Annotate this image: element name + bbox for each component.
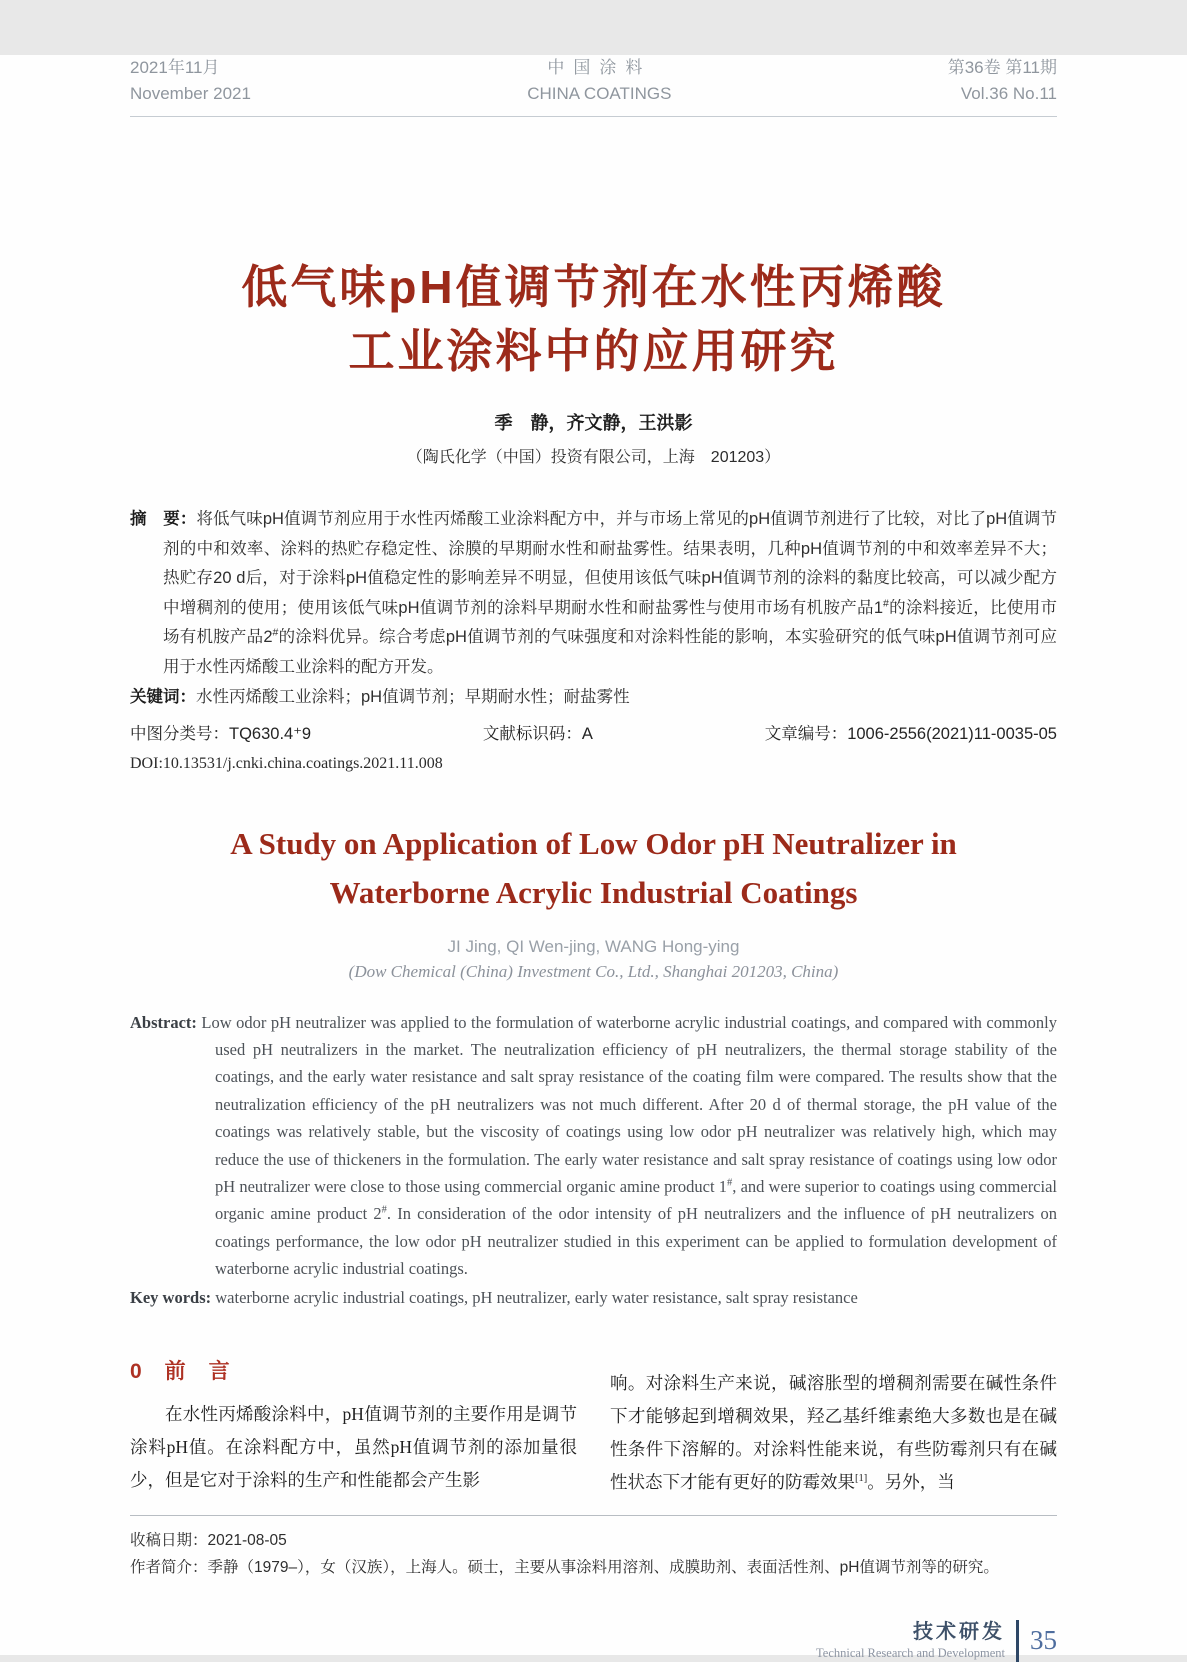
header-issue	[948, 55, 1057, 107]
abstract-cn-sup1: #	[883, 597, 889, 609]
intro-column-right	[610, 1355, 1057, 1499]
section-0-heading: 0 前 言	[130, 1359, 231, 1383]
affiliation-cn: （陶氏化学（中国）投资有限公司，上海 201203）	[406, 449, 781, 466]
footer-section-en: Technical Research and Development	[816, 1645, 1005, 1660]
keywords-en-label: Key words:	[130, 1287, 212, 1307]
article-title-en-line2: Waterborne Acrylic Industrial Coatings	[329, 874, 858, 910]
abstract-en	[130, 1009, 1057, 1283]
page-content	[0, 55, 1187, 1662]
intro-right-citation: [1]	[855, 1473, 868, 1485]
abstract-en-label: Abstract:	[130, 1012, 197, 1032]
intro-right-seg1: 响。对涂料生产来说，碱溶胀型的增稠剂需要在碱性条件下才能够起到增稠效果，羟乙基纤维素绝大多数也是在碱性条件下溶解的。对涂料性能来说，有些防霉剂只有在碱性状态下才能有更好的防霉效果	[610, 1372, 1057, 1492]
keywords-cn	[130, 683, 1057, 713]
journal-page	[0, 55, 1187, 1660]
authors-cn: 季 静，齐文静，王洪影	[494, 413, 693, 433]
footer-brand	[130, 1620, 1057, 1662]
article-title-en	[130, 819, 1057, 917]
article-title-cn	[130, 255, 1057, 383]
article-id: 文章编号：1006-2556(2021)11-0035-05	[764, 724, 1057, 743]
keywords-en	[130, 1284, 1057, 1311]
article-title-cn-line1: 低气味pH值调节剂在水性丙烯酸	[241, 261, 946, 313]
abstract-en-seg2: , and were superior to coatings using commercial organic amine product 2	[215, 1176, 1058, 1224]
journal-name-en: CHINA COATINGS	[527, 84, 672, 103]
abstract-en-sup2: #	[381, 1204, 387, 1216]
doi: DOI:10.13531/j.cnki.china.coatings.2021.11.008	[130, 754, 443, 772]
header-journal-name	[527, 55, 671, 107]
intro-column-left	[130, 1355, 577, 1499]
abstract-cn-label: 摘 要：	[130, 510, 197, 528]
intro-columns	[130, 1355, 1057, 1499]
page-number: 35	[1030, 1625, 1057, 1656]
footer-section-label	[816, 1620, 1019, 1662]
keywords-cn-text: 水性丙烯酸工业涂料；pH值调节剂；早期耐水性；耐盐雾性	[196, 688, 630, 706]
received-date: 收稿日期：2021-08-05	[130, 1531, 287, 1549]
footnote	[130, 1515, 1057, 1582]
header-date-en: November 2021	[130, 84, 251, 103]
abstract-cn-seg3: 的涂料优异。综合考虑pH值调节剂的气味强度和对涂料性能的影响，本实验研究的低气味pH值调节剂可应用于水性丙烯酸工业涂料的配方开发。	[163, 628, 1057, 676]
affiliation-en: (Dow Chemical (China) Investment Co., Ltd., Shanghai 201203, China)	[348, 961, 839, 981]
intro-paragraph-left: 在水性丙烯酸涂料中，pH值调节剂的主要作用是调节涂料pH值。在涂料配方中，虽然pH值调节剂的添加量很少，但是它对于涂料的生产和性能都会产生影	[130, 1403, 577, 1490]
footer-section-cn: 技术研发	[913, 1620, 1005, 1643]
document-code: 文献标识码：A	[482, 724, 593, 743]
clc-number: 中图分类号：TQ630.4⁺9	[130, 724, 312, 743]
intro-paragraph-right	[610, 1367, 1057, 1499]
article-title-en-line1: A Study on Application of Low Odor pH Neutralizer in	[230, 825, 957, 861]
abstract-cn-seg2: 的涂料接近，比使用市场有机胺产品2	[163, 598, 1057, 646]
abstract-cn-seg1: 将低气味pH值调节剂应用于水性丙烯酸工业涂料配方中，并与市场上常见的pH值调节剂进行了比较，对比了pH值调节剂的中和效率、涂料的热贮存稳定性、涂膜的早期耐水性和耐盐雾性。结果表明，几种pH值调节剂的中和效率差异不大；热贮存20 d后，对于涂料pH值稳定性的影响差异不明显，但使用该低气味pH值调节剂的涂料的黏度比较高，可以减少配方中增稠剂的使用；使用该低气味pH值调节剂的涂料早期耐水性和耐盐雾性与使用市场有机胺产品1	[163, 510, 1058, 617]
abstract-en-seg3: . In consideration of the odor intensity of pH neutralizers and the influence of pH neutralizers on coatings performance, the low odor pH neutralizer studied in this experiment can be applied to formulation development of waterborne acrylic industrial coatings.	[215, 1204, 1057, 1279]
intro-right-seg2: 。另外，当	[867, 1471, 955, 1492]
authors-en: JI Jing, QI Wen-jing, WANG Hong-ying	[447, 936, 740, 956]
journal-name-cn: 中国涂料	[547, 58, 652, 77]
header-issue-en: Vol.36 No.11	[960, 84, 1057, 103]
keywords-en-text: waterborne acrylic industrial coatings, pH neutralizer, early water resistance, salt spray resistance	[211, 1287, 858, 1307]
abstract-cn-sup2: #	[272, 626, 279, 639]
header-date	[130, 55, 251, 107]
journal-header	[130, 55, 1057, 117]
article-title-cn-line2: 工业涂料中的应用研究	[348, 325, 839, 377]
abstract-en-sup1: #	[727, 1177, 733, 1189]
header-date-cn: 2021年11月	[130, 58, 220, 77]
header-issue-cn: 第36卷 第11期	[947, 58, 1057, 77]
author-bio: 作者简介：季静（1979–），女（汉族），上海人。硕士，主要从事涂料用溶剂、成膜助剂、表面活性剂、pH值调节剂等的研究。	[130, 1559, 999, 1577]
abstract-en-seg1: Low odor pH neutralizer was applied to the formulation of waterborne acrylic industrial coatings, and compared with commonly used pH neutralizers in the market. The neutralization efficiency of pH neutralizers, the thermal storage stability of the coatings, and the early water resistance and salt spray resistance of the coating film were compared. The results show that the neutralization efficiency of the pH neutralizers was not much different. After 20 d of thermal storage, the pH value of the coatings was relatively stable, but the viscosity of coatings using low odor pH neutralizer was relatively high, which may reduce the use of thickeners in the formulation. The early water resistance and salt spray resistance of coatings using low odor pH neutralizer were close to those using commercial organic amine product 1	[196, 1012, 1057, 1196]
keywords-cn-label: 关键词：	[130, 688, 196, 706]
meta-row	[130, 720, 1057, 748]
abstract-cn	[130, 505, 1057, 682]
